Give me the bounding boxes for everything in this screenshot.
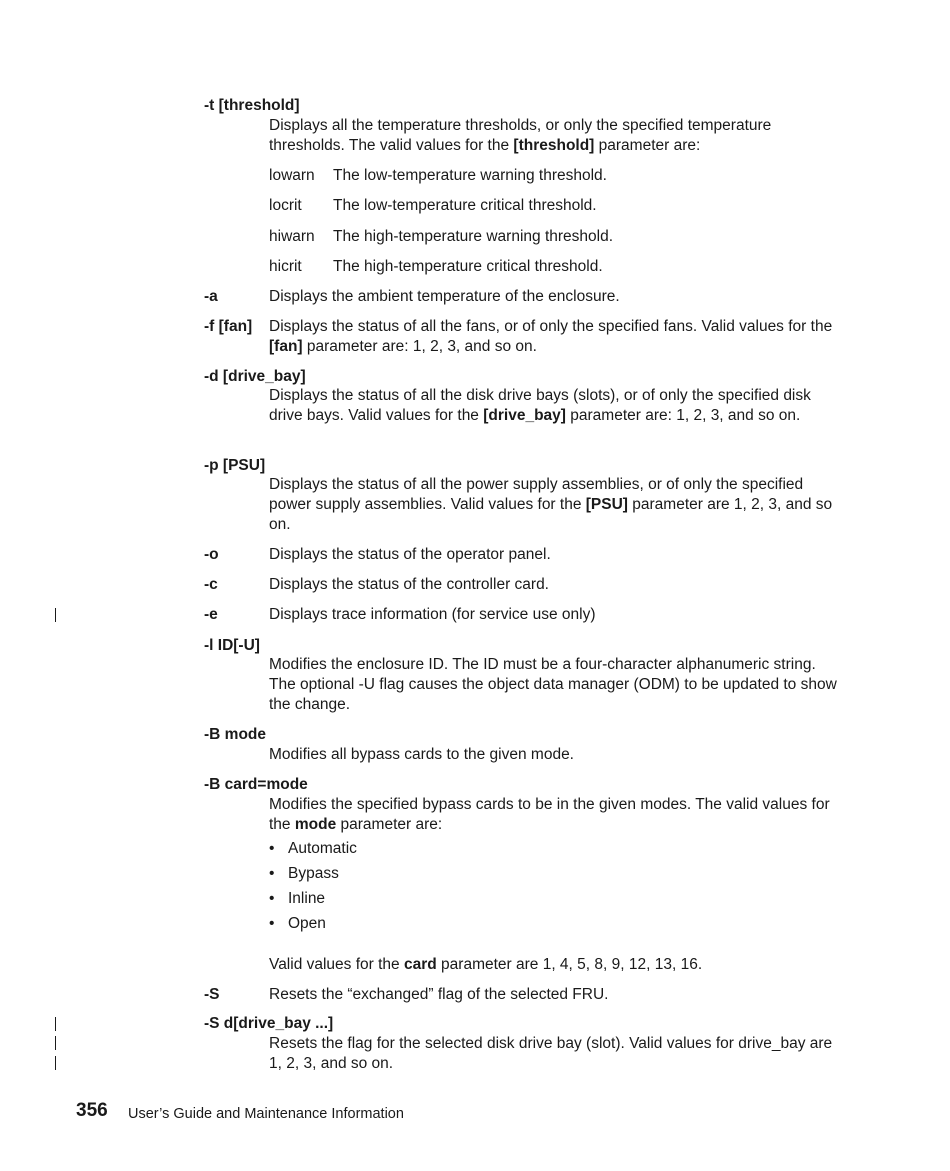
option-desc-c: Displays the status of the controller card. [269, 576, 549, 593]
bullet-icon: • [269, 865, 275, 882]
option-desc-a: Displays the ambient temperature of the enclosure. [269, 288, 620, 305]
list-item: • Inline [269, 890, 326, 907]
option-term-b-card: -B card=mode [204, 776, 308, 793]
option-term-s: -S [204, 986, 220, 1003]
option-term-a: -a [204, 288, 218, 305]
threshold-value-desc: The high-temperature warning threshold. [333, 228, 614, 245]
footer-title: User’s Guide and Maintenance Information [128, 1106, 404, 1122]
revision-change-bar [55, 1017, 56, 1031]
option-term-s-d: -S d[drive_bay ...] [204, 1015, 334, 1032]
option-desc-o: Displays the status of the operator panel. [269, 546, 551, 563]
threshold-value-name: hicrit [269, 258, 302, 275]
bullet-icon: • [269, 840, 275, 857]
option-term-d: -d [drive_bay] [204, 368, 306, 385]
option-desc-s-d: Resets the flag for the selected disk drive bay (slot). Valid values for drive_bay are 1, 2, 3, and so on. [269, 1035, 833, 1072]
option-desc-s: Resets the “exchanged” flag of the selected FRU. [269, 986, 609, 1003]
threshold-value-desc: The high-temperature critical threshold. [333, 258, 603, 275]
option-desc-p: Displays the status of all the power supply assemblies, or of only the specified power supply assemblies. Valid values for the [PSU] parameter are 1, 2, 3, and so on. [269, 476, 833, 533]
option-desc-b-mode: Modifies all bypass cards to the given mode. [269, 746, 574, 763]
threshold-value-desc: The low-temperature warning threshold. [333, 167, 607, 184]
option-desc-b-card: Modifies the specified bypass cards to be in the given modes. The valid values for the mode parameter are: [269, 796, 830, 833]
option-term-c: -c [204, 576, 218, 593]
option-term-b-mode: -B mode [204, 726, 266, 743]
threshold-value-name: hiwarn [269, 228, 315, 245]
option-desc-d: Displays the status of all the disk drive bays (slots), or of only the specified disk drive bays. Valid values for the [drive_bay] parameter are: 1, 2, 3, and so on. [269, 387, 811, 424]
threshold-value-desc: The low-temperature critical threshold. [333, 197, 597, 214]
revision-change-bar [55, 1036, 56, 1050]
option-desc-l: Modifies the enclosure ID. The ID must be a four-character alphanumeric string. The optional -U flag causes the object data manager (ODM) to be updated to show the change. [269, 656, 837, 713]
threshold-value-name: lowarn [269, 167, 315, 184]
option-term-p: -p [PSU] [204, 457, 266, 474]
list-item: • Bypass [269, 865, 339, 882]
page-number: 356 [76, 1100, 108, 1121]
list-item: • Open [269, 915, 326, 932]
option-term-t: -t [threshold] [204, 97, 300, 114]
revision-change-bar [55, 608, 56, 622]
card-values-text: Valid values for the card parameter are 1, 4, 5, 8, 9, 12, 13, 16. [269, 956, 703, 973]
threshold-value-name: locrit [269, 197, 302, 214]
list-item: • Automatic [269, 840, 357, 857]
option-term-e: -e [204, 606, 218, 623]
option-term-l: -l ID[-U] [204, 637, 260, 654]
option-desc-f: Displays the status of all the fans, or of only the specified fans. Valid values for the [fan] parameter are: 1, 2, 3, and so on. [269, 318, 833, 355]
bullet-icon: • [269, 890, 275, 907]
revision-change-bar [55, 1056, 56, 1070]
bullet-icon: • [269, 915, 275, 932]
option-desc-t: Displays all the temperature thresholds, or only the specified temperature thresholds. The valid values for the [threshold] parameter are: [269, 117, 772, 154]
option-term-o: -o [204, 546, 219, 563]
option-term-f: -f [fan] [204, 318, 253, 335]
option-desc-e: Displays trace information (for service use only) [269, 606, 596, 623]
